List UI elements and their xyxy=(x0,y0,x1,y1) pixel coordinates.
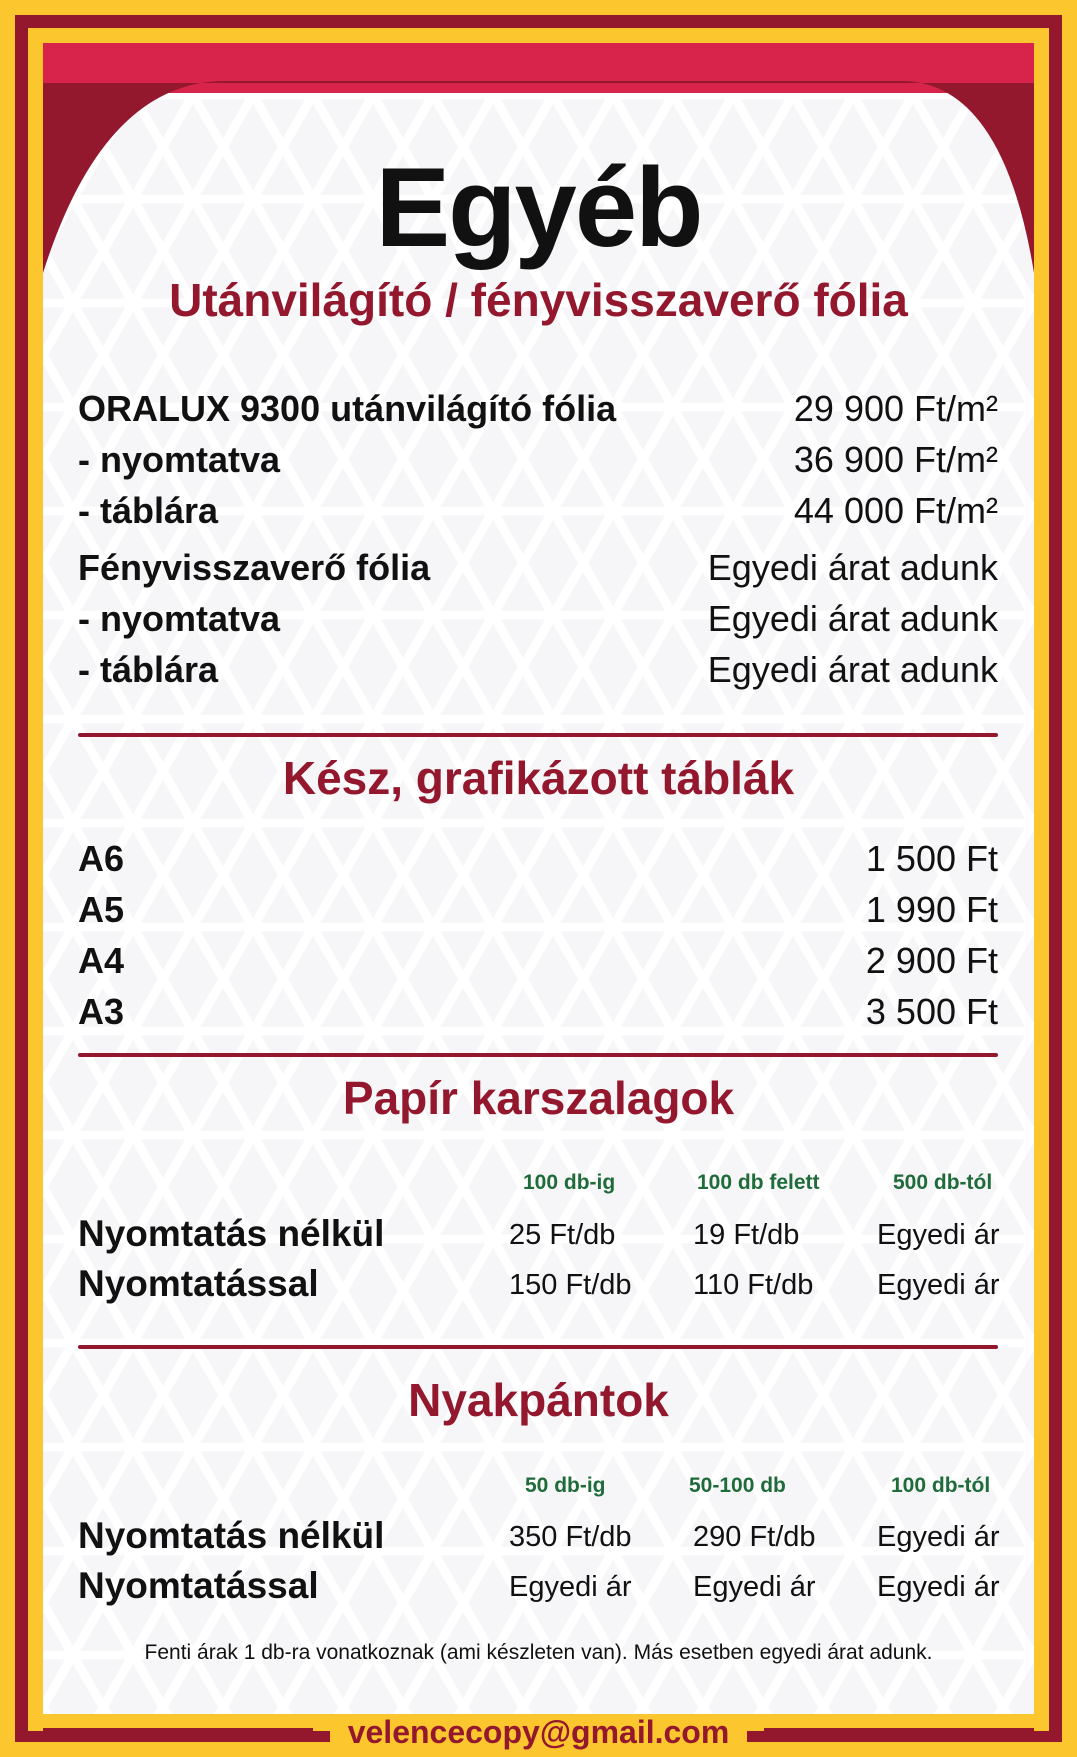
price-cell: 150 Ft/db xyxy=(509,1269,632,1301)
row-price: Egyedi árat adunk xyxy=(707,649,998,690)
row-label: A6 xyxy=(78,838,125,879)
row-label: A4 xyxy=(78,940,125,981)
row-label: ORALUX 9300 utánvilágító fólia xyxy=(78,388,617,429)
price-cell: Egyedi ár xyxy=(509,1571,632,1603)
price-cell: Egyedi ár xyxy=(877,1571,1000,1603)
price-row xyxy=(78,889,998,935)
price-row xyxy=(78,649,998,695)
price-row xyxy=(78,547,998,593)
section-title-tablak: Kész, grafikázott táblák xyxy=(282,752,795,804)
section-title-nyakpantok: Nyakpántok xyxy=(408,1374,669,1426)
price-cell: 25 Ft/db xyxy=(509,1219,616,1251)
column-header: 100 db-tól xyxy=(891,1474,991,1497)
section-divider xyxy=(78,1053,998,1057)
row-price: 3 500 Ft xyxy=(865,991,998,1032)
price-row xyxy=(78,991,998,1037)
row-label: Nyomtatás nélkül xyxy=(78,1515,385,1556)
row-label: Fényvisszaverő fólia xyxy=(78,547,431,588)
email-contact[interactable] xyxy=(0,1714,1077,1751)
column-header: 500 db-tól xyxy=(893,1171,993,1194)
price-row xyxy=(78,439,998,485)
row-price: 44 000 Ft/m² xyxy=(793,490,998,531)
column-header: 50-100 db xyxy=(689,1474,786,1497)
section-title-karszalagok: Papír karszalagok xyxy=(342,1072,735,1124)
row-price: Egyedi árat adunk xyxy=(707,547,998,588)
page-title: Egyéb xyxy=(375,145,702,270)
row-label: - nyomtatva xyxy=(78,598,281,639)
row-label: - táblára xyxy=(78,490,219,531)
row-label: Nyomtatással xyxy=(78,1565,319,1606)
row-label: Nyomtatás nélkül xyxy=(78,1213,385,1254)
row-label: A5 xyxy=(78,889,125,930)
price-cell: Egyedi ár xyxy=(877,1521,1000,1553)
column-header: 50 db-ig xyxy=(525,1474,606,1497)
price-row xyxy=(78,388,998,434)
section-divider xyxy=(78,733,998,737)
column-header: 100 db felett xyxy=(697,1171,820,1194)
row-label: A3 xyxy=(78,991,125,1032)
price-row xyxy=(78,490,998,536)
price-row xyxy=(78,940,998,986)
price-row xyxy=(78,838,998,884)
footnote: Fenti árak 1 db-ra vonatkoznak (ami készleten van). Más esetben egyedi árat adunk. xyxy=(144,1641,933,1664)
email-text[interactable]: velencecopy@gmail.com xyxy=(330,1714,748,1750)
row-price: 1 500 Ft xyxy=(865,838,998,879)
row-label: - táblára xyxy=(78,649,219,690)
price-row xyxy=(78,598,998,644)
row-price: 29 900 Ft/m² xyxy=(793,388,998,429)
row-label: Nyomtatással xyxy=(78,1263,319,1304)
row-price: Egyedi árat adunk xyxy=(707,598,998,639)
row-price: 1 990 Ft xyxy=(865,889,998,930)
price-cell: Egyedi ár xyxy=(877,1269,1000,1301)
row-price: 36 900 Ft/m² xyxy=(793,439,998,480)
price-cell: 110 Ft/db xyxy=(693,1269,814,1301)
price-cell: 290 Ft/db xyxy=(693,1521,816,1553)
price-panel xyxy=(43,43,1034,1714)
row-price: 2 900 Ft xyxy=(865,940,998,981)
price-cell: Egyedi ár xyxy=(693,1571,816,1603)
price-cell: 350 Ft/db xyxy=(509,1521,632,1553)
row-label: - nyomtatva xyxy=(78,439,281,480)
section-divider xyxy=(78,1345,998,1349)
price-cell: Egyedi ár xyxy=(877,1219,1000,1251)
section-title-folia: Utánvilágító / fényvisszaverő fólia xyxy=(169,274,908,326)
column-header: 100 db-ig xyxy=(523,1171,616,1194)
price-cell: 19 Ft/db xyxy=(693,1219,800,1251)
